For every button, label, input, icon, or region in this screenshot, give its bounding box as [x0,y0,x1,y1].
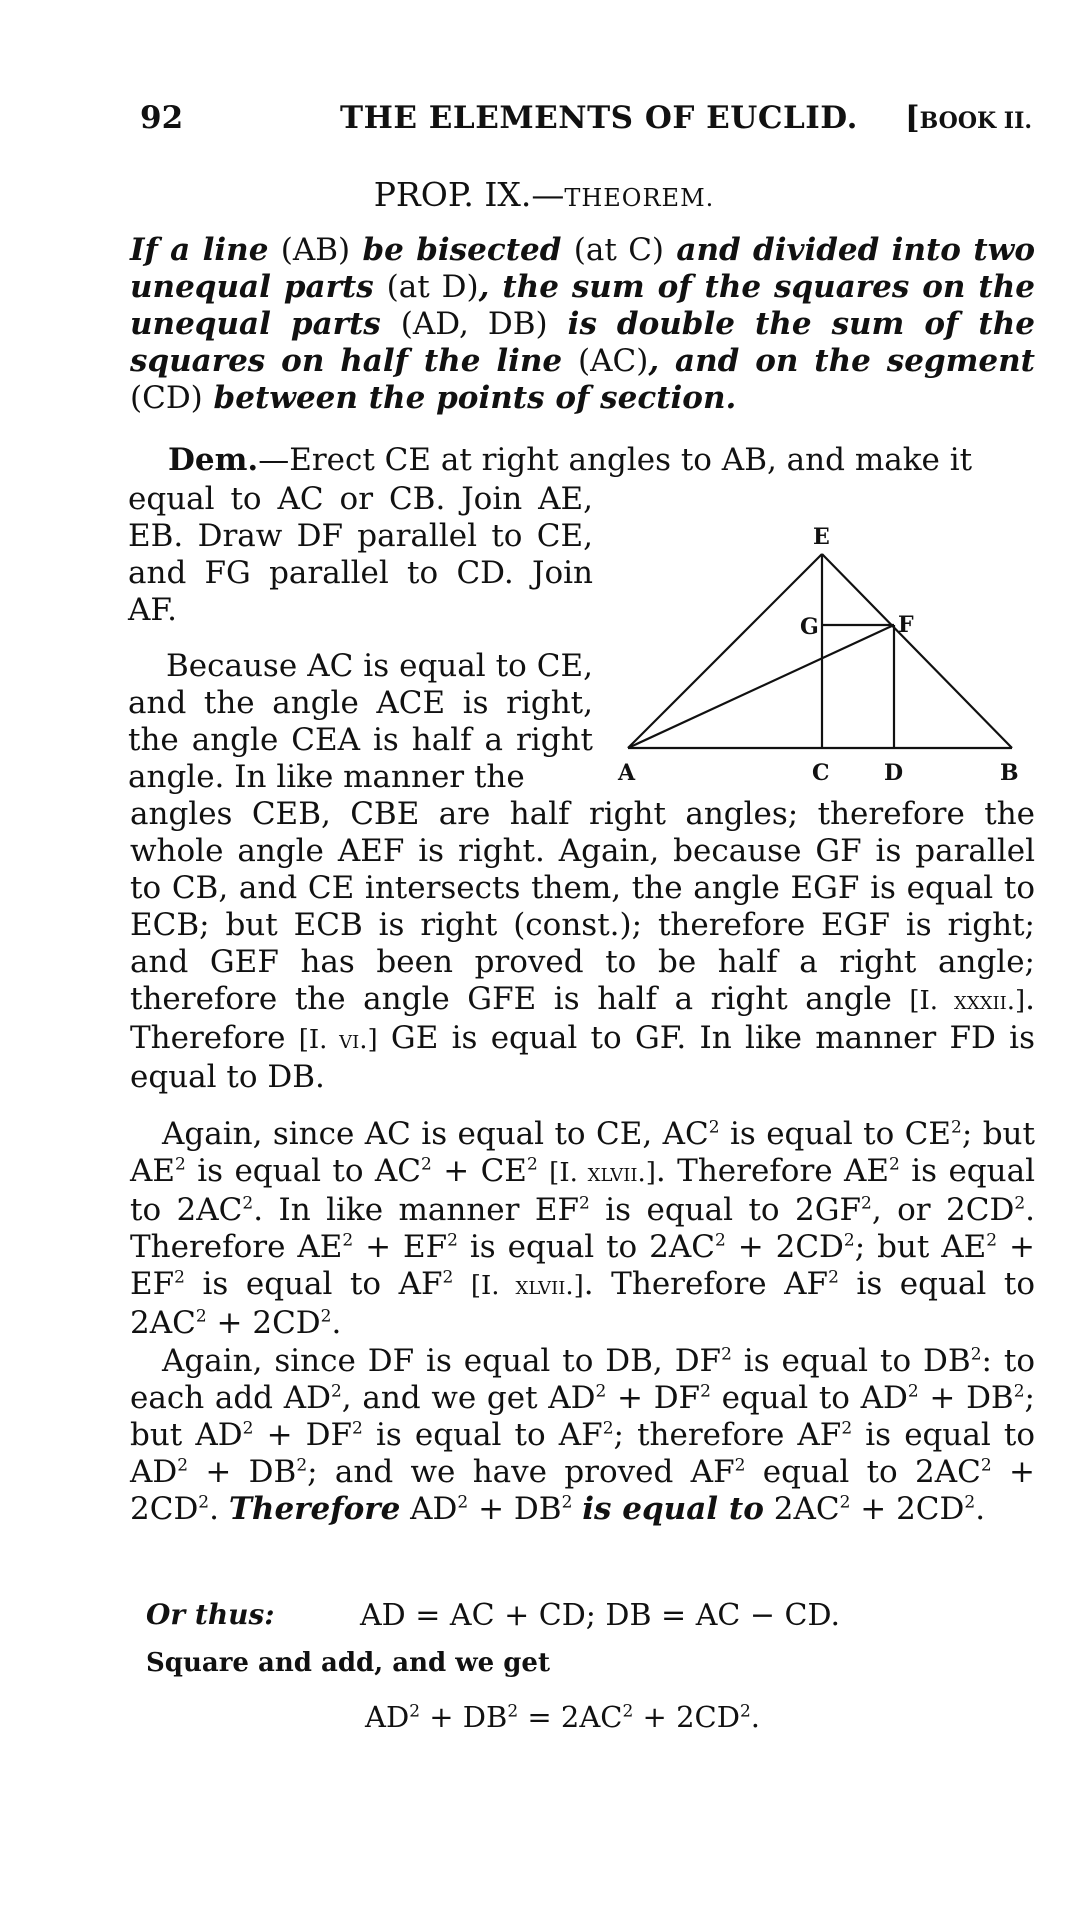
t: ; therefore AF [613,1417,842,1453]
sup: 2 [602,1418,614,1439]
label-G: G [800,614,819,640]
reference: [I. xlvii.] [470,1271,584,1301]
sup: 2 [242,1193,254,1214]
sup: 2 [195,1306,207,1327]
sup: 2 [970,1344,982,1365]
t: is equal to 2AC [457,1229,715,1265]
proposition-prefix: PROP. IX.— [373,175,565,214]
sup: 2 [861,1193,872,1214]
enun-ref: (AC) [578,343,649,379]
t: Again, since AC is equal to CE, AC [162,1116,709,1152]
enun-text: , the sum of the squares on the unequal parts [130,269,1035,342]
demonstration-first-line [168,442,1035,479]
t: is equal to 2AC [130,1266,1035,1341]
sup: 2 [841,1418,853,1439]
sup: 2 [579,1193,590,1214]
t: + DF [606,1380,701,1416]
t: AD [365,1700,410,1734]
cont-text: . Therefore [130,981,1035,1056]
t [572,1491,582,1527]
again-paragraph-1 [130,1116,1035,1342]
sup: 2 [242,1418,254,1439]
enun-text: If a line [130,232,281,268]
t: + 2CD [130,1454,1035,1527]
dem-label: Dem. [168,442,259,478]
book-label-text: BOOK II. [919,108,1033,134]
cont-text: angles CEB, CBE are half right angles; therefore the whole angle AEF is right. Again, because GF is parallel to CB, and CE intersects them, the angle EGF is equal to ECB; but ECB is right (const.); therefore EGF is right; and GEF has been proved to be half a right angle; therefore the angle GFE is half a right angle [130,796,1035,1017]
sup: 2 [342,1230,354,1251]
line-EB [822,554,1012,748]
because-text: Because AC is equal to CE, and the angle ACE is right, the angle CEA is half a right angle. In like manner the [128,648,593,795]
enun-ref: (at C) [573,232,665,268]
t: Again, since DF is equal to DB, DF [162,1343,722,1379]
t: is equal to AF [184,1266,443,1302]
sup: 2 [595,1381,607,1402]
enun-text: and divided into two unequal parts [130,232,1036,305]
enun-text: is double the sum of the squares on half the line [130,306,1035,379]
or-thus-equation: AD = AC + CD; DB = AC − CD. [360,1598,841,1633]
sup: 2 [622,1701,634,1722]
sup: 2 [843,1230,855,1251]
enun-ref: (at D) [386,269,479,305]
sup: 2 [739,1701,751,1722]
sup: 2 [561,1492,573,1513]
reference: [I. vi.] [298,1025,378,1055]
enun-ref: (AD, DB) [400,306,548,342]
t: . Therefore AE [130,1192,1035,1265]
t: + 2CD [633,1700,740,1734]
enun-ref: (AB) [280,232,351,268]
sup: 2 [1014,1193,1026,1214]
sup: 2 [296,1455,308,1476]
t: ; but AE [854,1229,987,1265]
construction-text: equal to AC or CB. Join AE, EB. Draw DF parallel to CE, and FG parallel to CD. Join AF. [128,481,593,628]
t: is equal to DB [731,1343,971,1379]
proposition-heading [0,175,1088,214]
geometric-figure [600,508,1020,798]
t: is equal to AD [130,1417,1035,1490]
again-paragraph-2 [130,1343,1035,1528]
sup: 2 [951,1117,962,1138]
label-E: E [813,524,830,550]
final-equation [365,1700,760,1734]
t: . [331,1305,342,1341]
sup: 2 [320,1306,332,1327]
sup: 2 [907,1381,919,1402]
t: is equal to AF [362,1417,603,1453]
enun-text: be bisected [350,232,574,268]
sup: 2 [330,1381,342,1402]
t: + DB [188,1454,297,1490]
t: + 2CD [725,1229,844,1265]
sup: 2 [442,1267,454,1288]
t: equal to 2AC [745,1454,981,1490]
line-AF [628,625,894,748]
t: is equal to CE [719,1116,952,1152]
label-A: A [618,760,636,786]
t: ; and we have proved AF [307,1454,735,1490]
label-F: F [898,612,914,638]
t: = 2AC [518,1700,623,1734]
t: : to each add AD [130,1343,1035,1416]
sup: 2 [986,1230,998,1251]
label-C: C [812,760,830,786]
book-bracket: [ [905,100,920,136]
t: is equal to AC [185,1153,422,1189]
t [538,1153,549,1189]
enun-text: , and on the segment [648,343,1036,379]
page-number: 92 [140,100,184,136]
sup: 2 [714,1230,726,1251]
t: + DF [253,1417,353,1453]
t: + DB [918,1380,1014,1416]
demonstration-continuation [130,796,1035,1096]
sup: 2 [457,1492,469,1513]
t: ; but AD [130,1380,1035,1453]
dem-first-text: —Erect CE at right angles to AB, and make it [258,442,973,478]
sup: 2 [734,1455,746,1476]
t: equal to AD [710,1380,908,1416]
t: + CE [431,1153,527,1189]
sup: 2 [708,1117,720,1138]
t: , or 2CD [871,1192,1015,1228]
t: + DB [468,1491,562,1527]
book-label [905,100,1032,136]
sup: 2 [177,1455,189,1476]
conclusion-italic: Therefore [228,1491,401,1527]
line-AE [628,554,822,748]
sup: 2 [352,1418,363,1439]
t: is equal to 2GF [589,1192,862,1228]
sup: 2 [700,1381,711,1402]
sup: 2 [721,1344,732,1365]
sup: 2 [839,1492,851,1513]
sup: 2 [198,1492,210,1513]
figure-lines [628,554,1012,748]
t: is equal to 2AC [130,1153,1036,1228]
t: + DB [420,1700,508,1734]
or-thus-label: Or thus: [146,1598,275,1631]
conclusion-italic: is equal to [582,1491,764,1527]
sup: 2 [507,1701,519,1722]
t: . [975,1491,986,1527]
sup: 2 [964,1492,976,1513]
sup: 2 [828,1267,839,1288]
reference: [I. xxxii.] [909,986,1026,1016]
sup: 2 [421,1154,432,1175]
t: AD [400,1491,458,1527]
sup: 2 [409,1701,421,1722]
enun-ref: (CD) [130,380,203,416]
t: . Therefore AE [655,1153,890,1189]
t: 2AC [763,1491,840,1527]
sup: 2 [889,1154,900,1175]
sup: 2 [447,1230,458,1251]
label-D: D [884,760,904,786]
sup: 2 [174,1267,185,1288]
sup: 2 [980,1455,992,1476]
running-title: THE ELEMENTS OF EUCLID. [340,100,858,136]
t: + 2CD [206,1305,321,1341]
t: . Therefore AF [583,1266,829,1302]
sup: 2 [1013,1381,1025,1402]
enunciation [130,232,1035,417]
t: + EF [130,1229,1036,1302]
proposition-kind: THEOREM. [564,184,715,212]
running-header [0,100,1088,140]
sup: 2 [526,1154,538,1175]
t: . In like manner EF [253,1192,580,1228]
t: + 2CD [850,1491,965,1527]
cont-text: GE is equal to GF. In like manner FD is equal to DB. [130,1020,1035,1095]
reference: [I. xlvii.] [549,1158,656,1188]
sup: 2 [175,1154,186,1175]
square-and-add: Square and add, and we get [146,1648,550,1678]
t [453,1266,471,1302]
t: . [750,1700,761,1734]
label-B: B [1000,760,1019,786]
enun-text: between the points of section. [202,380,737,416]
t: ; but AE [130,1116,1035,1189]
t: + EF [353,1229,448,1265]
t: . [209,1491,229,1527]
t: , and we get AD [341,1380,596,1416]
